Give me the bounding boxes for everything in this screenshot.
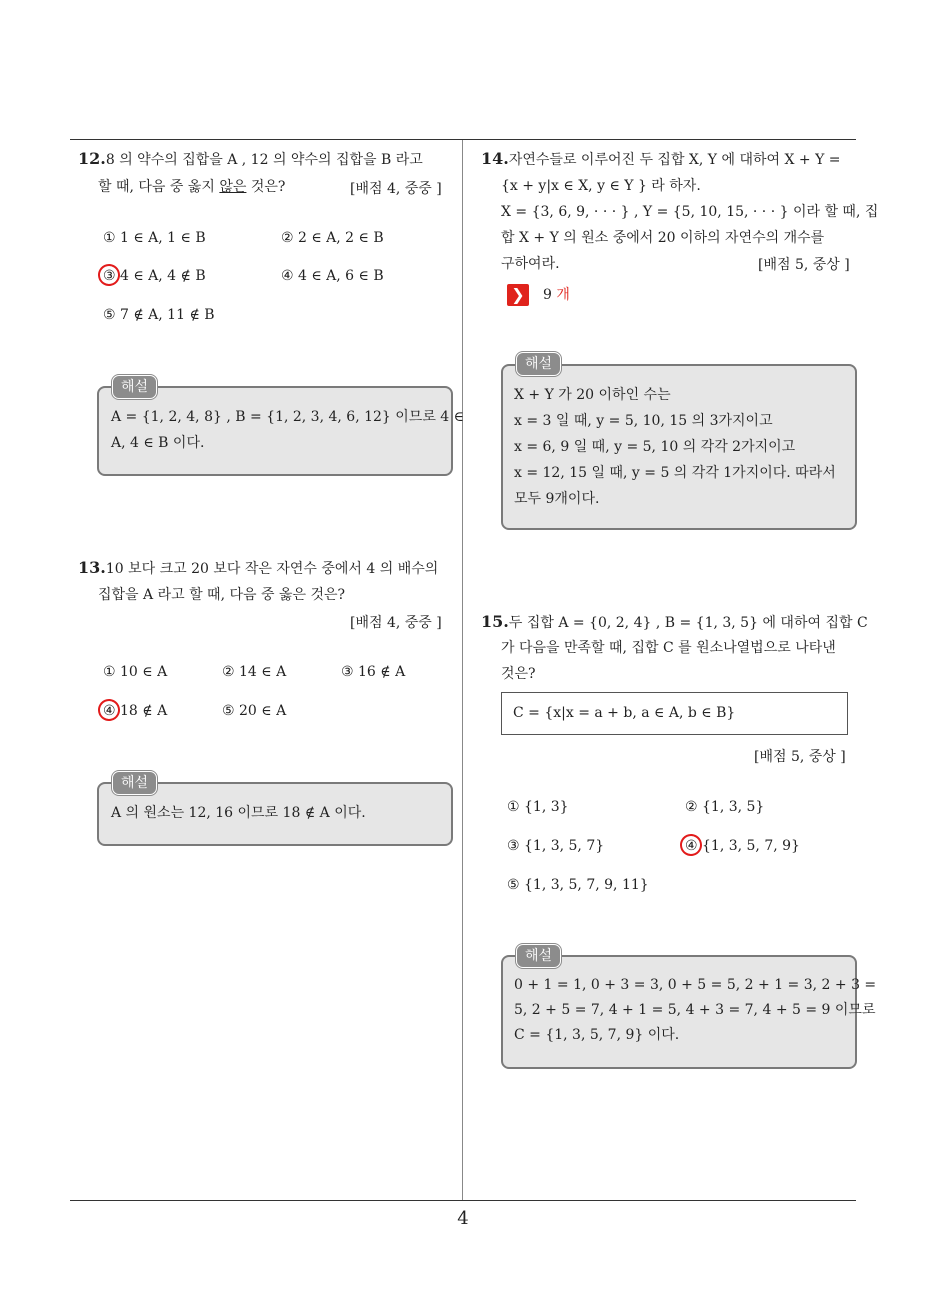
q15-choice-2[interactable]: ② {1, 3, 5} bbox=[685, 799, 765, 815]
q14-line4: 합 X + Y 의 원소 중에서 20 이하의 자연수의 개수를 bbox=[501, 230, 825, 246]
page-number: 4 bbox=[457, 1208, 469, 1229]
q12-choice-4[interactable]: ④ 4 ∈ A, 6 ∈ B bbox=[281, 268, 384, 284]
q14-exp-line2: x = 3 일 때, y = 5, 10, 15 의 3가지이고 bbox=[514, 413, 773, 429]
q14-line5: 구하여라. bbox=[501, 256, 560, 272]
q15-condition-text: C = {x|x = a + b, a ∈ A, b ∈ B} bbox=[513, 705, 736, 721]
q15-line3: 것은? bbox=[501, 666, 536, 682]
q14-explanation-tag: 해설 bbox=[516, 352, 561, 376]
q14-exp-line1: X + Y 가 20 이하인 수는 bbox=[514, 387, 671, 403]
q12-number: 12. bbox=[78, 149, 106, 168]
q12-choice-5[interactable]: ⑤ 7 ∉ A, 11 ∉ B bbox=[103, 307, 215, 323]
q12-explanation-box bbox=[97, 386, 453, 476]
q14-exp-line4: x = 12, 15 일 때, y = 5 의 각각 1가지이다. 따라서 bbox=[514, 465, 836, 481]
q14-line2: {x + y|x ∈ X, y ∈ Y } 라 하자. bbox=[501, 178, 701, 194]
q13-choice-2[interactable]: ② 14 ∈ A bbox=[222, 664, 287, 680]
q14-line1: 14.자연수들로 이루어진 두 집합 X, Y 에 대하여 X + Y = bbox=[481, 149, 841, 168]
q15-exp-line2: 5, 2 + 5 = 7, 4 + 1 = 5, 4 + 3 = 7, 4 + 5 = 9 이므로 bbox=[514, 1002, 876, 1018]
q13-choice-4[interactable]: ④ 18 ∉ A bbox=[103, 703, 168, 719]
chevron-right-icon: ❯ bbox=[507, 284, 529, 306]
q14-answer: 9 개 bbox=[543, 287, 570, 303]
q14-exp-line3: x = 6, 9 일 때, y = 5, 10 의 각각 2가지이고 bbox=[514, 439, 796, 455]
q15-exp-line3: C = {1, 3, 5, 7, 9} 이다. bbox=[514, 1027, 680, 1043]
q13-line1: 13.10 보다 크고 20 보다 작은 자연수 중에서 4 의 배수의 bbox=[78, 558, 439, 577]
q12-exp-line2: A, 4 ∈ B 이다. bbox=[111, 435, 205, 451]
q13-choice-3[interactable]: ③ 16 ∉ A bbox=[341, 664, 406, 680]
q15-explanation-tag: 해설 bbox=[516, 944, 561, 968]
q12-choice-1[interactable]: ① 1 ∈ A, 1 ∈ B bbox=[103, 230, 206, 246]
q14-number: 14. bbox=[481, 149, 509, 168]
q12-score: [배점 4, 중중 ] bbox=[350, 181, 442, 197]
q13-number: 13. bbox=[78, 558, 106, 577]
q12-explanation-tag: 해설 bbox=[112, 375, 157, 399]
q12-line1: 12.8 의 약수의 집합을 A , 12 의 약수의 집합을 B 라고 bbox=[78, 149, 423, 168]
q13-choice-5[interactable]: ⑤ 20 ∈ A bbox=[222, 703, 287, 719]
q15-number: 15. bbox=[481, 612, 509, 631]
q12-choice-2[interactable]: ② 2 ∈ A, 2 ∈ B bbox=[281, 230, 384, 246]
q15-choice-1[interactable]: ① {1, 3} bbox=[507, 799, 569, 815]
q12-exp-line1: A = {1, 2, 4, 8} , B = {1, 2, 3, 4, 6, 12} 이므로 4 ∈ bbox=[111, 409, 465, 425]
q12-choice-3[interactable]: ③ 4 ∈ A, 4 ∉ B bbox=[103, 268, 206, 284]
top-rule bbox=[70, 139, 856, 140]
q13-exp-line1: A 의 원소는 12, 16 이므로 18 ∉ A 이다. bbox=[111, 805, 366, 821]
q15-choice-3[interactable]: ③ {1, 3, 5, 7} bbox=[507, 838, 605, 854]
q15-exp-line1: 0 + 1 = 1, 0 + 3 = 3, 0 + 5 = 5, 2 + 1 = 3, 2 + 3 = bbox=[514, 977, 877, 993]
q12-line2: 할 때, 다음 중 옳지 않은 것은? bbox=[98, 179, 286, 195]
q15-line2: 가 다음을 만족할 때, 집합 C 를 원소나열법으로 나타낸 bbox=[501, 640, 836, 656]
q15-choice-4[interactable]: ④ {1, 3, 5, 7, 9} bbox=[685, 838, 800, 854]
q14-score: [배점 5, 중상 ] bbox=[758, 257, 850, 273]
q14-exp-line5: 모두 9개이다. bbox=[514, 491, 600, 507]
q13-score: [배점 4, 중중 ] bbox=[350, 615, 442, 631]
q15-choice-5[interactable]: ⑤ {1, 3, 5, 7, 9, 11} bbox=[507, 877, 649, 893]
bottom-rule bbox=[70, 1200, 856, 1201]
q13-line2: 집합을 A 라고 할 때, 다음 중 옳은 것은? bbox=[98, 587, 346, 603]
q13-explanation-tag: 해설 bbox=[112, 771, 157, 795]
q15-score: [배점 5, 중상 ] bbox=[754, 749, 846, 765]
q14-line3: X = {3, 6, 9, · · · } , Y = {5, 10, 15, · · · } 이라 할 때, 집 bbox=[501, 204, 879, 220]
q13-choice-1[interactable]: ① 10 ∈ A bbox=[103, 664, 168, 680]
q15-line1: 15.두 집합 A = {0, 2, 4} , B = {1, 3, 5} 에 대하여 집합 C bbox=[481, 612, 868, 631]
column-divider bbox=[462, 140, 463, 1201]
